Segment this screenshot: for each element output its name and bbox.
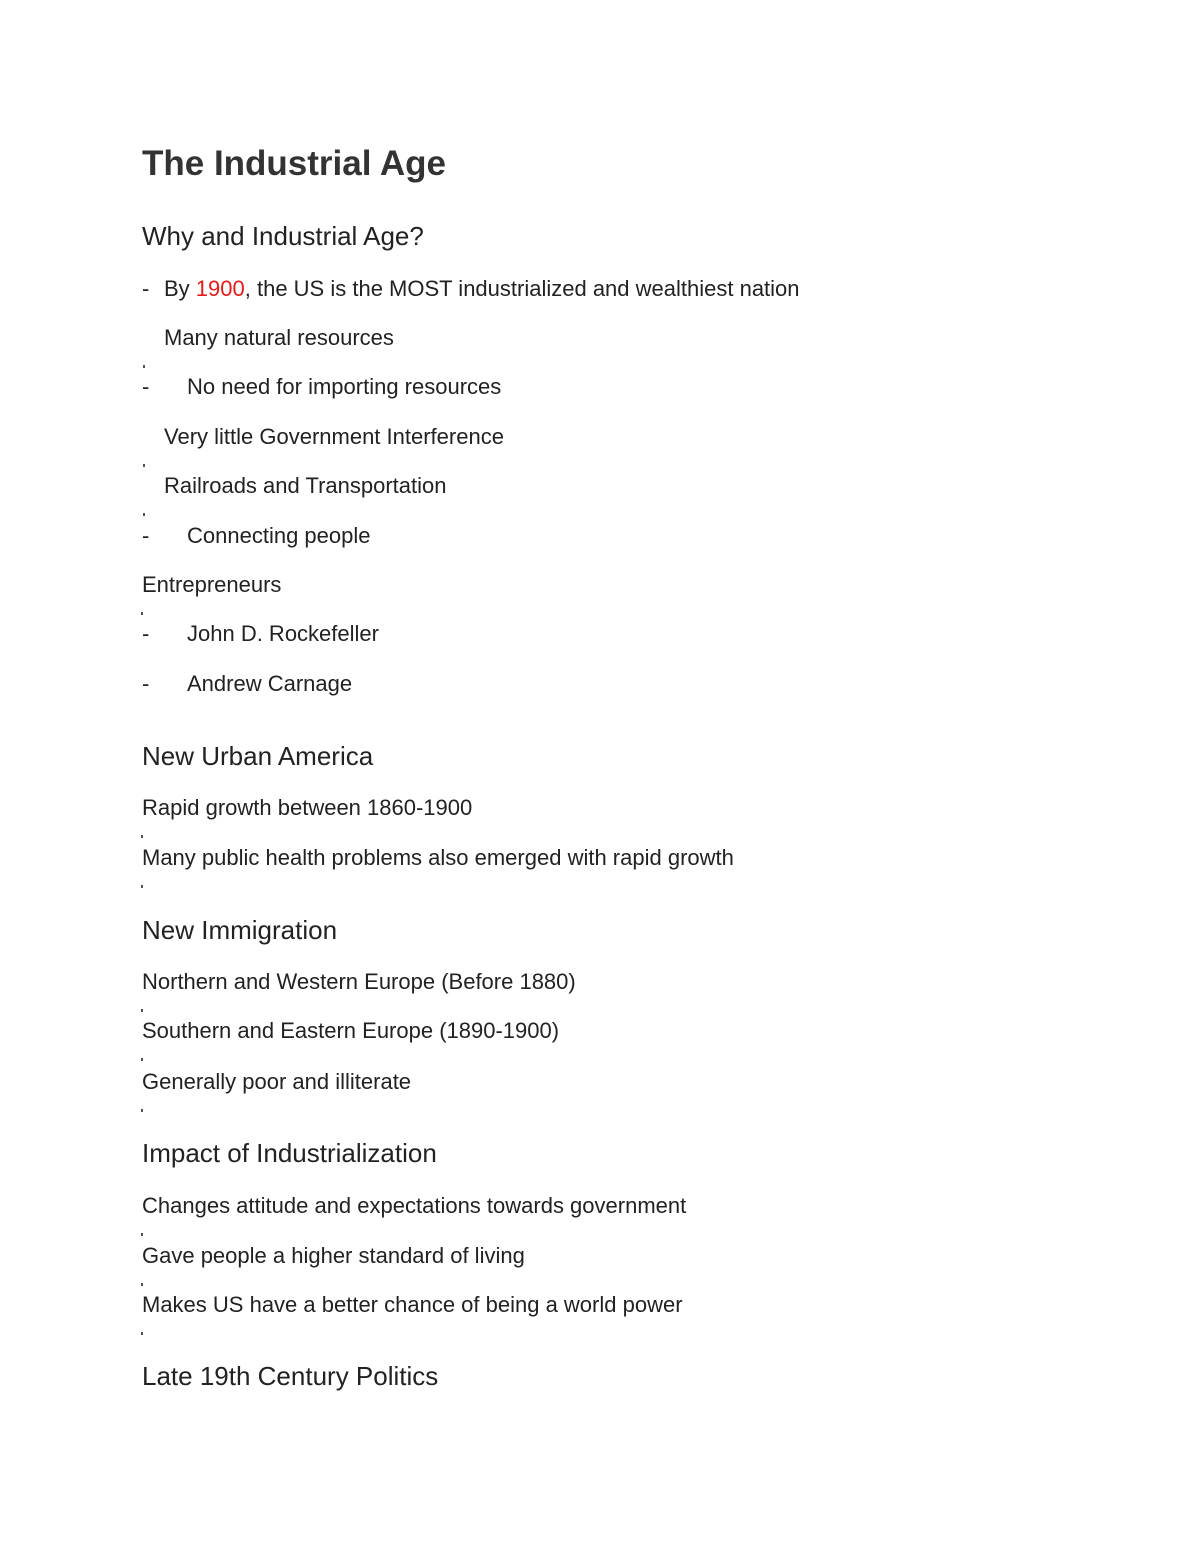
highlighted-year: 1900 bbox=[195, 276, 245, 301]
line-entrepreneurs bbox=[142, 574, 281, 596]
line-public-health bbox=[142, 847, 734, 869]
section-heading-why-industrial-age: Why and Industrial Age? bbox=[142, 221, 424, 251]
line-text: Southern and Eastern Europe (1890-1900) bbox=[142, 1018, 560, 1043]
line-text: Connecting people bbox=[187, 523, 371, 548]
line-government bbox=[142, 426, 504, 448]
line-text: Northern and Western Europe (Before 1880) bbox=[142, 969, 576, 994]
line-world-power bbox=[142, 1294, 683, 1316]
line-text: John D. Rockefeller bbox=[187, 621, 379, 646]
line-text: Railroads and Transportation bbox=[164, 473, 447, 498]
sub-bullet-rockefeller bbox=[142, 623, 379, 645]
bullet-line-1900 bbox=[142, 278, 800, 300]
line-text-pre: By bbox=[164, 276, 196, 301]
section-heading-impact-industrialization: Impact of Industrialization bbox=[142, 1138, 437, 1168]
line-natural-resources bbox=[142, 327, 394, 349]
line-railroads bbox=[142, 475, 447, 497]
line-text: Very little Government Interference bbox=[164, 424, 504, 449]
sub-bullet-importing bbox=[142, 376, 501, 398]
dash-marker: - bbox=[142, 374, 150, 399]
line-text: Entrepreneurs bbox=[142, 572, 282, 597]
line-text: No need for importing resources bbox=[187, 374, 502, 399]
line-southern-eastern bbox=[142, 1020, 559, 1042]
line-text: Gave people a higher standard of living bbox=[142, 1243, 525, 1268]
section-heading-new-urban-america: New Urban America bbox=[142, 741, 374, 771]
dash-marker: - bbox=[142, 671, 150, 696]
line-northern-western bbox=[142, 971, 576, 993]
line-text: Makes US have a better chance of being a world power bbox=[142, 1292, 683, 1317]
line-text: Changes attitude and expectations towards government bbox=[142, 1193, 687, 1218]
document-title: The Industrial Age bbox=[142, 144, 447, 183]
sub-bullet-carnage bbox=[142, 673, 352, 695]
dash-marker: - bbox=[142, 523, 150, 548]
line-standard-living bbox=[142, 1245, 525, 1267]
dash-marker: - bbox=[142, 276, 150, 301]
sub-bullet-connecting bbox=[142, 525, 370, 547]
section-heading-late-19th-century: Late 19th Century Politics bbox=[142, 1361, 439, 1391]
line-text: Andrew Carnage bbox=[187, 671, 353, 696]
line-text: Generally poor and illiterate bbox=[142, 1069, 412, 1094]
line-poor-illiterate bbox=[142, 1071, 411, 1093]
line-text: Rapid growth between 1860-1900 bbox=[142, 795, 473, 820]
line-text-post: , the US is the MOST industrialized and wealthiest nation bbox=[244, 276, 800, 301]
line-text: Many natural resources bbox=[164, 325, 394, 350]
line-rapid-growth bbox=[142, 797, 472, 819]
line-attitude bbox=[142, 1195, 686, 1217]
section-heading-new-immigration: New Immigration bbox=[142, 915, 338, 945]
line-text: Many public health problems also emerged with rapid growth bbox=[142, 845, 734, 870]
dash-marker: - bbox=[142, 621, 150, 646]
